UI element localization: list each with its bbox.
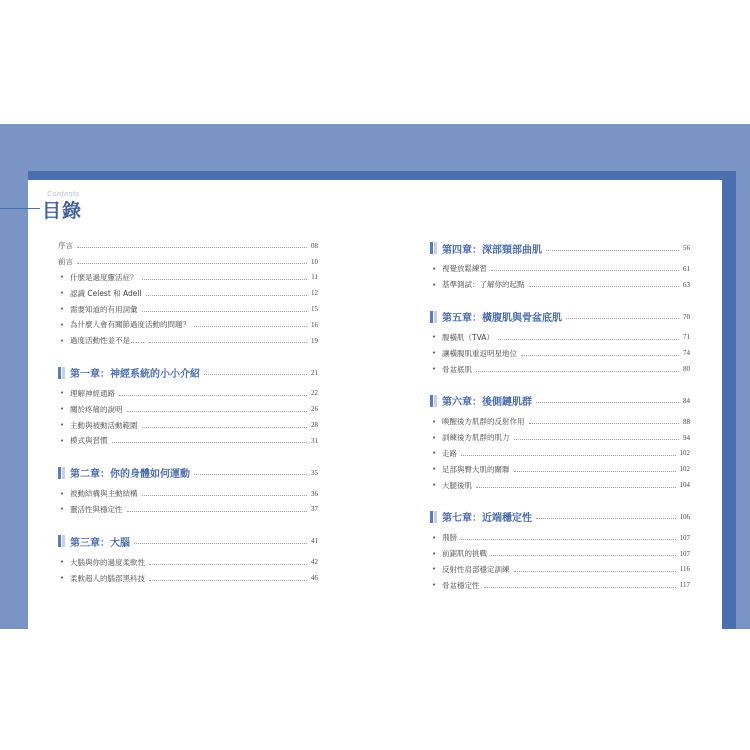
dot-leader (149, 580, 307, 581)
dot-leader (77, 263, 307, 264)
bullet-icon: • (432, 264, 437, 273)
toc-entry[interactable] (430, 577, 690, 593)
dot-leader (514, 439, 680, 440)
band-accent-top (28, 171, 722, 180)
title-rule (0, 208, 40, 209)
bullet-icon: • (432, 533, 437, 542)
dot-leader (529, 423, 680, 424)
chapter-page-number: 41 (311, 537, 318, 546)
bullet-icon: • (432, 549, 437, 558)
toc-entry-title: 足部與臀大肌的關聯 (442, 464, 510, 474)
toc-page-number: 31 (311, 436, 318, 445)
toc-entry[interactable] (58, 433, 318, 449)
toc-entry-title: 前言 (58, 257, 73, 267)
chapter-heading[interactable] (430, 307, 690, 327)
dot-leader (536, 402, 679, 403)
toc-page-number: 74 (683, 349, 690, 358)
bullet-icon: • (432, 280, 437, 289)
toc-entry[interactable] (430, 430, 690, 446)
toc-entry-title: 模式與習慣 (70, 436, 108, 446)
toc-entry[interactable] (430, 277, 690, 293)
toc-entry[interactable] (430, 414, 690, 430)
dot-leader (127, 411, 308, 412)
toc-page-number: 46 (311, 574, 318, 583)
bullet-icon: • (60, 489, 65, 498)
toc-page-number: 16 (311, 320, 318, 329)
dot-leader (149, 342, 307, 343)
chapter-heading[interactable] (58, 531, 318, 551)
dot-leader (566, 318, 679, 319)
toc-entry-title: 前鋸肌的挑戰 (442, 549, 487, 559)
toc-entry-title: 反射性肩部穩定訓練 (442, 564, 510, 574)
chapter-heading[interactable] (58, 463, 318, 483)
dot-leader (119, 395, 307, 396)
toc-page-number: 80 (683, 365, 690, 374)
chapter-page-number: 56 (683, 244, 690, 252)
toc-entry[interactable] (58, 333, 318, 349)
toc-entry[interactable] (58, 238, 318, 254)
toc-entry[interactable] (430, 562, 690, 578)
dot-leader (476, 371, 679, 372)
chapter-title: 第六章：後側鏈肌群 (442, 397, 532, 409)
chapter-marker (58, 467, 61, 479)
toc-page-number: 116 (679, 565, 690, 574)
chapter-heading[interactable] (58, 363, 318, 383)
toc-entry-title: 被動結構與主動結構 (70, 489, 138, 499)
toc-entry[interactable] (430, 446, 690, 462)
dot-leader (491, 270, 679, 271)
dot-leader (149, 564, 307, 565)
dot-leader (112, 442, 308, 443)
bullet-icon: • (60, 273, 65, 282)
toc-page-number: 61 (683, 264, 690, 273)
toc-entry-title: 大腿後肌 (442, 480, 472, 490)
toc-left-column (58, 238, 318, 586)
toc-entry-title: 視覺放鬆練習 (442, 264, 487, 274)
dot-leader (476, 487, 676, 488)
bullet-icon: • (432, 365, 437, 374)
toc-entry-title: 認識 Celest 和 Adell (70, 288, 142, 298)
dot-leader (194, 474, 307, 475)
bullet-icon: • (432, 449, 437, 458)
dot-leader (204, 374, 307, 375)
dot-leader (194, 326, 307, 327)
toc-entry[interactable] (430, 477, 690, 493)
dot-leader (461, 455, 676, 456)
bullet-icon: • (432, 349, 437, 358)
bullet-icon: • (60, 336, 65, 345)
toc-entry-title: 主動與被動活動範圍 (70, 420, 138, 430)
toc-entry[interactable] (58, 270, 318, 286)
toc-entry-title: 什麼是過度靈活症？ (70, 272, 138, 282)
dot-leader (142, 495, 308, 496)
toc-entry-title: 為什麼人會有關節過度活動的問題？ (70, 320, 190, 330)
bullet-icon: • (60, 421, 65, 430)
toc-entry-title: 走路 (442, 448, 457, 458)
dot-leader (514, 471, 676, 472)
toc-entry[interactable] (58, 254, 318, 270)
toc-entry-title: 需要知道的有用詞彙 (70, 304, 138, 314)
toc-entry[interactable] (58, 317, 318, 333)
bullet-icon: • (432, 417, 437, 426)
chapter-title: 第四章：深部頸部曲肌 (442, 244, 542, 256)
toc-page-number: 42 (311, 558, 318, 567)
toc-page-number: 08 (311, 241, 318, 250)
toc-entry-title: 骨盆穩定性 (442, 580, 480, 590)
bullet-icon: • (60, 289, 65, 298)
dot-leader (142, 427, 308, 428)
chapter-marker (430, 311, 433, 323)
toc-entry[interactable] (58, 554, 318, 570)
page-title: 目錄 (42, 200, 83, 222)
toc-entry-title: 腹橫肌（TVA） (442, 332, 494, 342)
toc-entry[interactable] (58, 570, 318, 586)
chapter-heading[interactable] (430, 238, 690, 258)
chapter-title: 第三章：大腦 (70, 537, 130, 549)
toc-page-number: 22 (311, 389, 318, 398)
chapter-marker (58, 535, 61, 547)
dot-leader (529, 286, 680, 287)
toc-page-number: 71 (683, 333, 690, 342)
dot-leader (142, 311, 308, 312)
toc-entry-title: 大腦與你的過度柔軟性 (70, 557, 145, 567)
toc-entry-title: 骨盆底肌 (442, 364, 472, 374)
chapter-marker (430, 395, 433, 407)
dot-leader (134, 543, 307, 544)
toc-page-number: 102 (679, 449, 690, 458)
dot-leader (521, 355, 679, 356)
dot-leader (536, 518, 676, 519)
chapter-title: 第七章：近端穩定性 (442, 513, 532, 525)
toc-entry[interactable] (58, 401, 318, 417)
bullet-icon: • (60, 305, 65, 314)
toc-entry[interactable] (430, 345, 690, 361)
toc-entry-title: 訓練後方肌群的肌力 (442, 433, 510, 443)
toc-entry[interactable] (58, 285, 318, 301)
toc-entry-title: 柔軟超人的腦部黑科技 (70, 573, 145, 583)
dot-leader (514, 571, 676, 572)
chapter-page-number: 35 (311, 468, 318, 477)
bullet-icon: • (432, 333, 437, 342)
toc-page-number: 94 (683, 433, 690, 442)
toc-entry[interactable] (58, 417, 318, 433)
chapter-heading[interactable] (430, 507, 690, 527)
toc-entry-title: 關於疼痛的說明 (70, 404, 123, 414)
toc-page-number: 11 (311, 273, 318, 282)
band-accent-right (722, 171, 736, 629)
chapter-title: 第二章：你的身體如何運動 (70, 469, 190, 481)
toc-page-number: 10 (311, 257, 318, 266)
dot-leader (484, 587, 676, 588)
bullet-icon: • (60, 436, 65, 445)
toc-entry[interactable] (58, 502, 318, 518)
dot-leader (461, 539, 676, 540)
bullet-icon: • (60, 574, 65, 583)
toc-page-number: 63 (683, 280, 690, 289)
toc-page-number: 88 (683, 417, 690, 426)
toc-entry-title: 飛膀 (442, 533, 457, 543)
chapter-title: 第五章：橫腹肌與骨盆底肌 (442, 313, 562, 325)
toc-entry-title: 基準測試：了解你的起點 (442, 280, 525, 290)
dot-leader (491, 555, 676, 556)
toc-page-number: 37 (311, 505, 318, 514)
dot-leader (546, 250, 679, 251)
chapter-page-number: 21 (311, 368, 318, 377)
bullet-icon: • (60, 320, 65, 329)
toc-entry[interactable] (430, 361, 690, 377)
bullet-icon: • (432, 433, 437, 442)
toc-page-number: 19 (311, 336, 318, 345)
dot-leader (146, 295, 307, 296)
dot-leader (498, 339, 679, 340)
toc-entry-title: 理解神經通路 (70, 388, 115, 398)
toc-entry[interactable] (430, 461, 690, 477)
chapter-page-number: 70 (683, 312, 690, 321)
bullet-icon: • (432, 581, 437, 590)
toc-entry[interactable] (430, 330, 690, 346)
toc-page-number: 104 (679, 481, 690, 490)
chapter-marker (58, 367, 61, 379)
toc-page-number: 26 (311, 405, 318, 414)
bullet-icon: • (432, 481, 437, 490)
toc-page-number: 36 (311, 489, 318, 498)
toc-entry[interactable] (430, 530, 690, 546)
toc-entry-title: 過度活動性並不是…… (70, 336, 145, 346)
dot-leader (127, 511, 308, 512)
toc-entry-title: 喚醒後方肌群的反射作用 (442, 417, 525, 427)
toc-entry-title: 序言 (58, 241, 73, 251)
toc-right-column (430, 238, 690, 593)
toc-page-number: 12 (311, 289, 318, 298)
toc-page-number: 28 (311, 421, 318, 430)
bullet-icon: • (60, 505, 65, 514)
toc-page-number: 107 (679, 549, 690, 558)
toc-page-number: 107 (679, 533, 690, 542)
toc-entry[interactable] (58, 386, 318, 402)
dot-leader (142, 279, 308, 280)
bullet-icon: • (60, 558, 65, 567)
toc-entry-title: 靈活性與穩定性 (70, 504, 123, 514)
chapter-title: 第一章：神經系統的小小介紹 (70, 369, 200, 381)
toc-entry[interactable] (58, 486, 318, 502)
toc-page-number: 15 (311, 305, 318, 314)
toc-entry-title: 讓橫腹肌重返明星地位 (442, 348, 517, 358)
bullet-icon: • (432, 465, 437, 474)
toc-entry[interactable] (430, 261, 690, 277)
toc-page-number: 117 (679, 581, 690, 590)
chapter-marker (430, 511, 433, 523)
chapter-heading[interactable] (430, 391, 690, 411)
chapter-page-number: 106 (679, 512, 690, 521)
bullet-icon: • (432, 565, 437, 574)
dot-leader (77, 247, 307, 248)
toc-entry[interactable] (58, 301, 318, 317)
chapter-marker (430, 242, 433, 254)
chapter-page-number: 84 (683, 396, 690, 405)
contents-label: Contents (47, 191, 80, 198)
toc-page-number: 102 (679, 465, 690, 474)
bullet-icon: • (60, 405, 65, 414)
toc-entry[interactable] (430, 546, 690, 562)
bullet-icon: • (60, 389, 65, 398)
